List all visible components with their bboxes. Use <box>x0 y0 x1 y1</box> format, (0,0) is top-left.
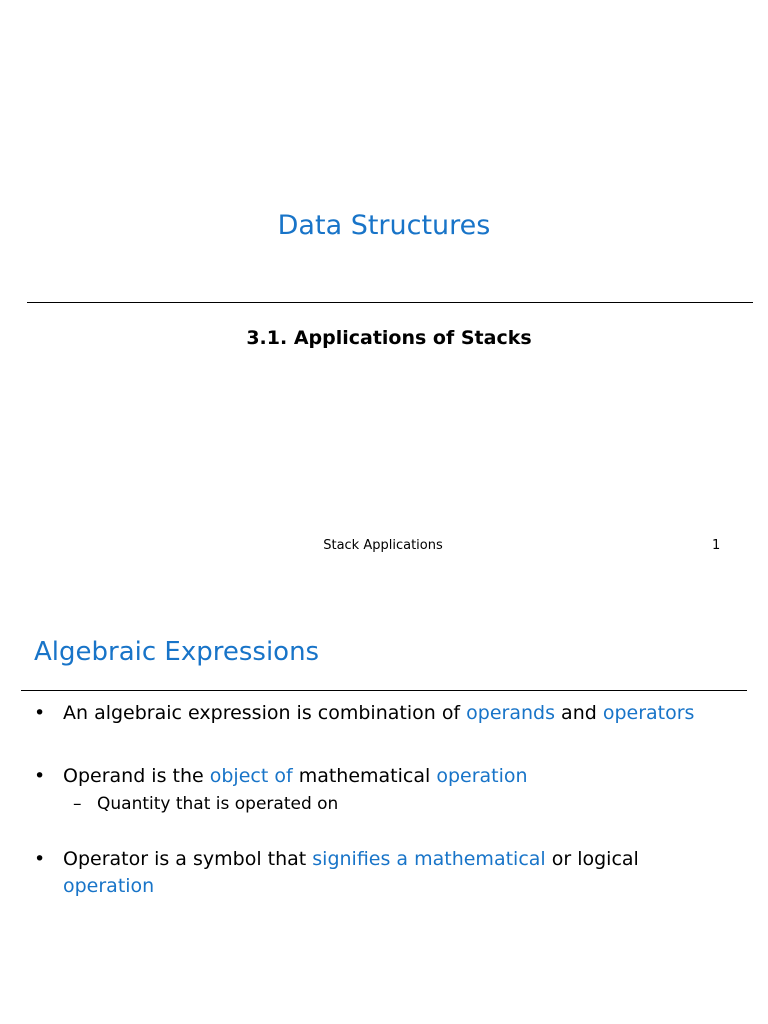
section-divider <box>21 690 747 691</box>
bullet-text: and <box>555 702 603 724</box>
bullet-text: Operand is the <box>63 765 210 787</box>
bullet-item <box>34 763 734 816</box>
bullet-list <box>34 700 734 936</box>
highlight-term: operation <box>63 875 155 897</box>
slide-subtitle: 3.1. Applications of Stacks <box>246 327 532 349</box>
bullet-item <box>34 846 734 900</box>
page-number: 1 <box>712 538 721 553</box>
highlight-term: signifies a mathematical <box>312 848 546 870</box>
sub-bullet-item <box>63 792 734 816</box>
title-divider <box>27 302 753 303</box>
section-title: Algebraic Expressions <box>34 637 320 667</box>
bullet-text: or logical <box>545 848 639 870</box>
slide-footer: Stack Applications <box>323 538 443 553</box>
bullet-item <box>34 700 734 727</box>
highlight-term: object of <box>209 765 293 787</box>
slide-title: Data Structures <box>277 210 491 241</box>
bullet-text: mathematical <box>292 765 437 787</box>
highlight-term: operands <box>466 702 556 724</box>
highlight-term: operators <box>602 702 695 724</box>
bullet-text: An algebraic expression is combination of <box>63 702 467 724</box>
sub-bullet-text: Quantity that is operated on <box>97 794 339 814</box>
highlight-term: operation <box>436 765 528 787</box>
bullet-text: Operator is a symbol that <box>63 848 313 870</box>
dash-marker: – <box>73 794 82 814</box>
content-slide <box>0 584 768 1024</box>
